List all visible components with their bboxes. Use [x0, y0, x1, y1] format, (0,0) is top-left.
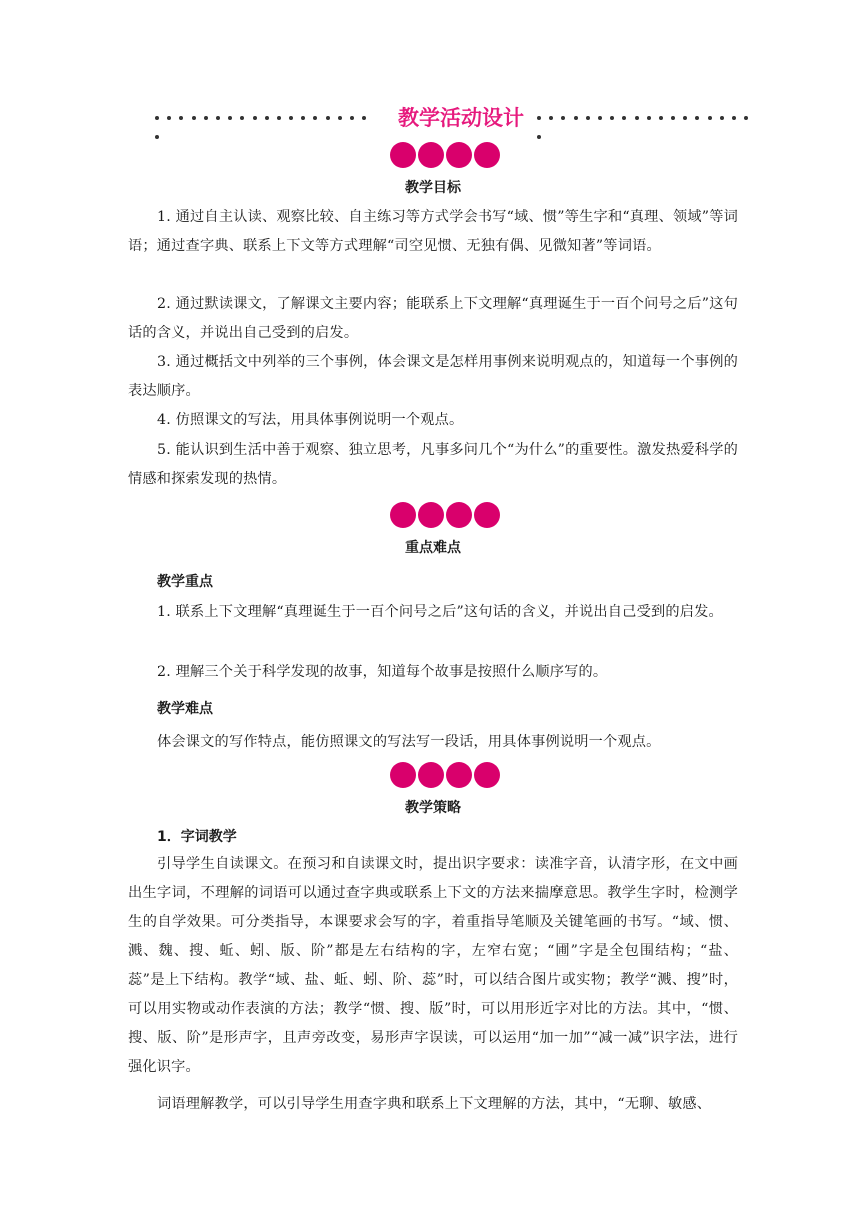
dotted-line-right: [537, 116, 767, 120]
dot: [167, 116, 171, 120]
dot: [155, 135, 159, 139]
dot: [683, 116, 687, 120]
dot: [277, 116, 281, 120]
dot: [561, 116, 565, 120]
dot: [537, 135, 541, 139]
header-rule: [155, 106, 767, 130]
paragraph: 引导学生自读课文。在预习和自读课文时，提出识字要求：读准字音，认清字形，在文中画出生字词，不理解的词语可以通过查字典或联系上下文的方法来揣摩意思。教学生字时，检测学生的自学效果。可分类指导，本课要求会写的字，着重指导笔顺及关键笔画的书写。“域、惯、溅、魏、搜、蚯、蚓、版、阶”都是左右结构的字，左窄右宽；“圃”字是全包围结构；“盐、蕊”是上下结构。教学“域、盐、蚯、蚓、阶、蕊”时，可以结合图片或实物；教学“溅、搜”时，可以用实物或动作表演的方法；教学“惯、搜、版”时，可以用形近字对比的方法。其中，“惯、搜、版、阶”是形声字，且声旁改变，易形声字误读，可以运用“加一加”“减一减”识字法，进行强化识字。: [128, 856, 738, 1075]
paragraph: 4. 仿照课文的写法，用具体事例说明一个观点。: [157, 412, 464, 428]
dot: [598, 116, 602, 120]
dot: [647, 116, 651, 120]
dot: [635, 116, 639, 120]
dot: [265, 116, 269, 120]
dot: [720, 116, 724, 120]
section-heading: 教学目标: [405, 180, 461, 196]
dotted-line-left: [155, 116, 385, 120]
dot: [313, 116, 317, 120]
section-badge-icon: [390, 140, 502, 170]
dot: [549, 116, 553, 120]
dot: [216, 116, 220, 120]
dot: [301, 116, 305, 120]
dot: [744, 116, 748, 120]
section-badge-icon: [390, 760, 502, 790]
paragraph: 5. 能认识到生活中善于观察、独立思考，凡事多问几个“为什么”的重要性。激发热爱科学的情感和探索发现的热情。: [128, 442, 738, 487]
dot: [338, 116, 342, 120]
dot: [155, 116, 159, 120]
paragraph: 2. 通过默读课文，了解课文主要内容；能联系上下文理解“真理诞生于一百个问号之后”这句话的含义，并说出自己受到的启发。: [128, 296, 738, 341]
dot: [537, 116, 541, 120]
dot: [732, 116, 736, 120]
section-heading: 重点难点: [405, 540, 461, 556]
dot: [350, 116, 354, 120]
dot: [362, 116, 366, 120]
dot: [253, 116, 257, 120]
dot: [610, 116, 614, 120]
page-title: 教学活动设计: [398, 106, 524, 130]
dot: [574, 116, 578, 120]
paragraph: 1. 通过自主认读、观察比较、自主练习等方式学会书写“域、惯”等生字和“真理、领域”等词语；通过查字典、联系上下文等方式理解“司空见惯、无独有偶、见微知著”等词语。: [128, 209, 738, 254]
section-badge-icon: [390, 500, 502, 530]
dot: [240, 116, 244, 120]
dot: [671, 116, 675, 120]
dot: [204, 116, 208, 120]
dot: [326, 116, 330, 120]
dot: [622, 116, 626, 120]
dot: [289, 116, 293, 120]
paragraph: 体会课文的写作特点，能仿照课文的写法写一段话，用具体事例说明一个观点。: [157, 734, 661, 750]
dot: [228, 116, 232, 120]
dot: [708, 116, 712, 120]
dot: [695, 116, 699, 120]
dot: [586, 116, 590, 120]
dot: [192, 116, 196, 120]
paragraph: 词语理解教学，可以引导学生用查字典和联系上下文理解的方法，其中，“无聊、敏感、: [157, 1096, 712, 1112]
dot: [659, 116, 663, 120]
section-heading: 教学策略: [405, 800, 461, 816]
subheading: 1．字词教学: [157, 829, 237, 845]
paragraph: 1. 联系上下文理解“真理诞生于一百个问号之后”这句话的含义，并说出自己受到的启发。: [157, 604, 723, 620]
subheading: 教学重点: [157, 574, 213, 590]
dot: [179, 116, 183, 120]
subheading: 教学难点: [157, 701, 213, 717]
paragraph: 2. 理解三个关于科学发现的故事，知道每个故事是按照什么顺序写的。: [157, 664, 608, 680]
paragraph: 3. 通过概括文中列举的三个事例，体会课文是怎样用事例来说明观点的，知道每一个事例的表达顺序。: [128, 354, 738, 399]
